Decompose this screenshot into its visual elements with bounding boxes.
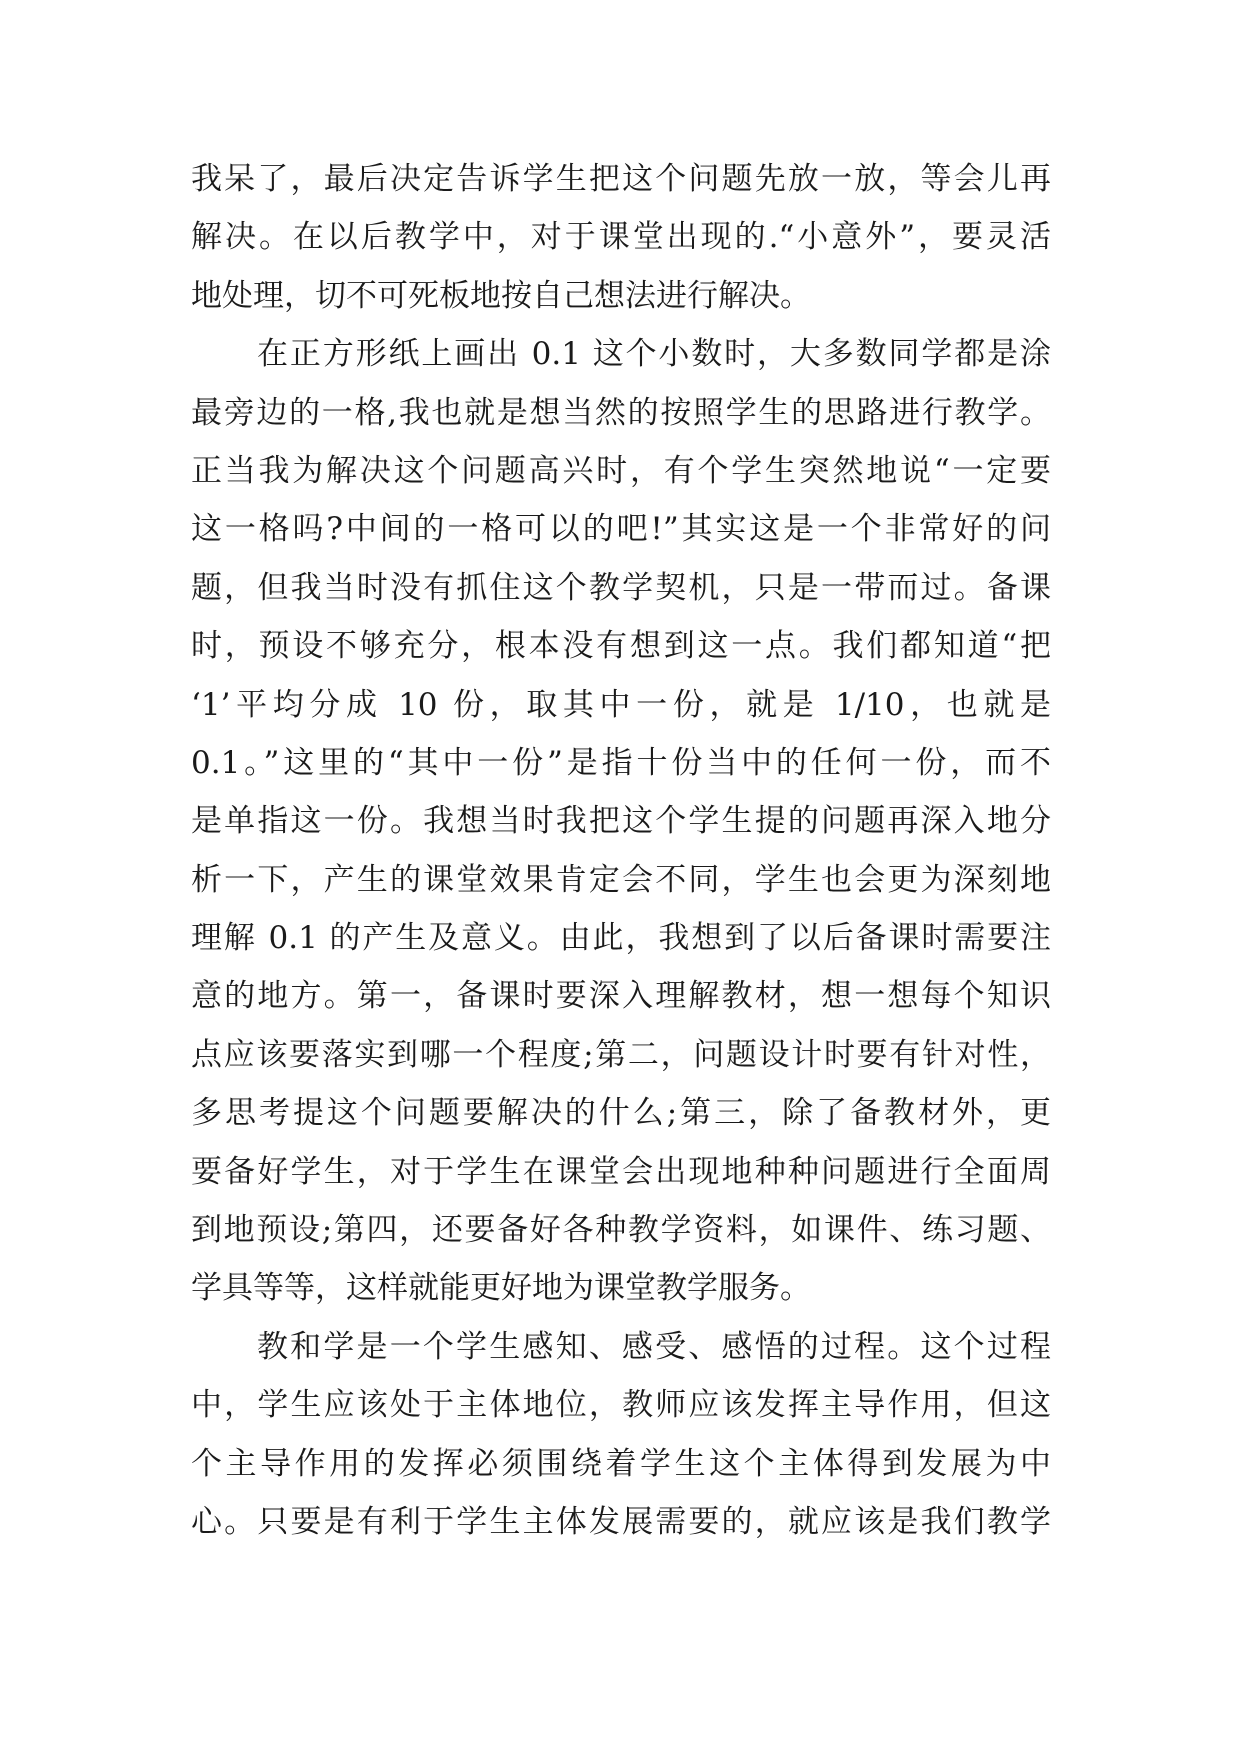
text-line: 是单指这一份。我想当时我把这个学生提的问题再深入地分 bbox=[191, 803, 1051, 840]
text-line: 这一格吗?中间的一格可以的吧!”其实这是一个非常好的问 bbox=[191, 511, 1051, 548]
text-line: 点应该要落实到哪一个程度;第二，问题设计时要有针对性， bbox=[191, 1036, 1051, 1073]
text-line: 最旁边的一格,我也就是想当然的按照学生的思路进行教学。 bbox=[191, 394, 1051, 431]
text-line: 意的地方。第一，备课时要深入理解教材，想一想每个知识 bbox=[191, 978, 1051, 1015]
text-line: 0.1。”这里的“其中一份”是指十份当中的任何一份，而不 bbox=[191, 744, 1051, 781]
text-line: 析一下，产生的课堂效果肯定会不同，学生也会更为深刻地 bbox=[191, 861, 1051, 898]
text-line: 多思考提这个问题要解决的什么;第三，除了备教材外，更 bbox=[191, 1095, 1051, 1132]
paragraph-first-line: 在正方形纸上画出 0.1 这个小数时，大多数同学都是涂 bbox=[257, 336, 1051, 373]
text-line: 正当我为解决这个问题高兴时，有个学生突然地说“一定要 bbox=[191, 452, 1051, 489]
text-line: 个主导作用的发挥必须围绕着学生这个主体得到发展为中 bbox=[191, 1445, 1051, 1482]
document-body bbox=[191, 150, 1051, 1551]
paragraph-first-line: 教和学是一个学生感知、感受、感悟的过程。这个过程 bbox=[257, 1328, 1051, 1365]
text-line: 到地预设;第四，还要备好各种教学资料，如课件、练习题、 bbox=[191, 1212, 1051, 1249]
text-line: 学具等等，这样就能更好地为课堂教学服务。 bbox=[191, 1270, 811, 1307]
text-line: 心。只要是有利于学生主体发展需要的，就应该是我们教学 bbox=[191, 1503, 1051, 1540]
text-line: 解决。在以后教学中，对于课堂出现的.“小意外”，要灵活 bbox=[191, 219, 1051, 256]
text-line: 地处理，切不可死板地按自己想法进行解决。 bbox=[191, 277, 811, 314]
text-line: 题，但我当时没有抓住这个教学契机，只是一带而过。备课 bbox=[191, 569, 1051, 606]
text-line: 理解 0.1 的产生及意义。由此，我想到了以后备课时需要注 bbox=[191, 920, 1051, 957]
text-line: 要备好学生，对于学生在课堂会出现地种种问题进行全面周 bbox=[191, 1153, 1051, 1190]
text-line: 中，学生应该处于主体地位，教师应该发挥主导作用，但这 bbox=[191, 1387, 1051, 1424]
text-line: 时，预设不够充分，根本没有想到这一点。我们都知道“把 bbox=[191, 628, 1051, 665]
text-line: ‘1’平均分成 10 份，取其中一份，就是 1/10，也就是 bbox=[191, 686, 1051, 723]
text-line: 我呆了，最后决定告诉学生把这个问题先放一放，等会儿再 bbox=[191, 161, 1051, 197]
